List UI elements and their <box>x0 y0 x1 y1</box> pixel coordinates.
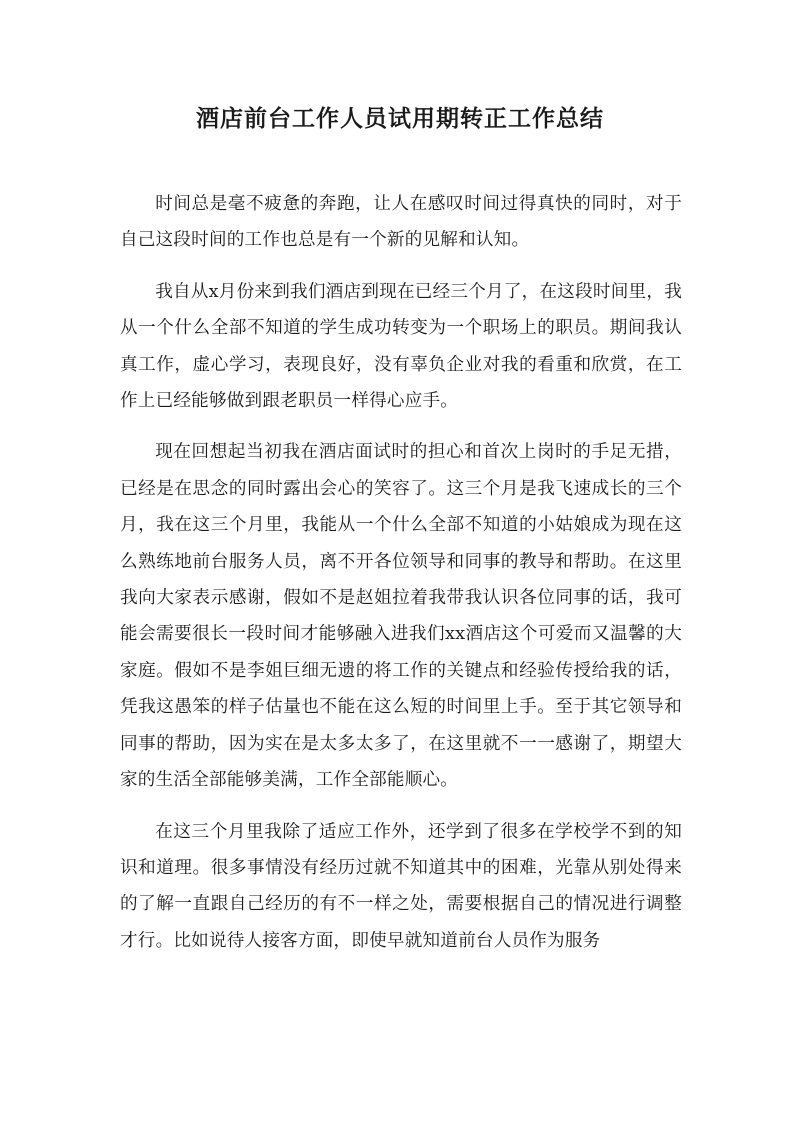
document-body <box>120 186 682 959</box>
paragraph-1: 时间总是毫不疲惫的奔跑，让人在感叹时间过得真快的同时，对于自己这段时间的工作也总是有一个新的见解和认知。 <box>120 194 682 251</box>
document-title: 酒店前台工作人员试用期转正工作总结 <box>196 105 604 132</box>
paragraph-2: 我自从x月份来到我们酒店到现在已经三个月了，在这段时间里，我从一个什么全部不知道的学生成功转变为一个职场上的职员。期间我认真工作，虚心学习，表现良好，没有辜负企业对我的看重和欣赏，在工作上已经能够做到跟老职员一样得心应手。 <box>120 281 682 412</box>
paragraph-3: 现在回想起当初我在酒店面试时的担心和首次上岗时的手足无措，已经是在思念的同时露出会心的笑容了。这三个月是我飞速成长的三个月，我在这三个月里，我能从一个什么全部不知道的小姑娘成为现在这么熟练地前台服务人员，离不开各位领导和同事的教导和帮助。在这里我向大家表示感谢，假如不是赵姐拉着我带我认识各位同事的话，我可能会需要很长一段时间才能够融入进我们xx酒店这个可爱而又温馨的大家庭。假如不是李姐巨细无遗的将工作的关键点和经验传授给我的话，凭我这愚笨的样子估量也不能在这么短的时间里上手。至于其它领导和同事的帮助，因为实在是太多太多了，在这里就不一一感谢了，期望大家的生活全部能够美满，工作全部能顺心。 <box>120 442 682 791</box>
paragraph-4: 在这三个月里我除了适应工作外，还学到了很多在学校学不到的知识和道理。很多事情没有经历过就不知道其中的困难，光靠从别处得来的了解一直跟自己经历的有不一样之处，需要根据自己的情况进行调整才行。比如说待人接客方面，即使早就知道前台人员作为服务 <box>120 821 682 951</box>
